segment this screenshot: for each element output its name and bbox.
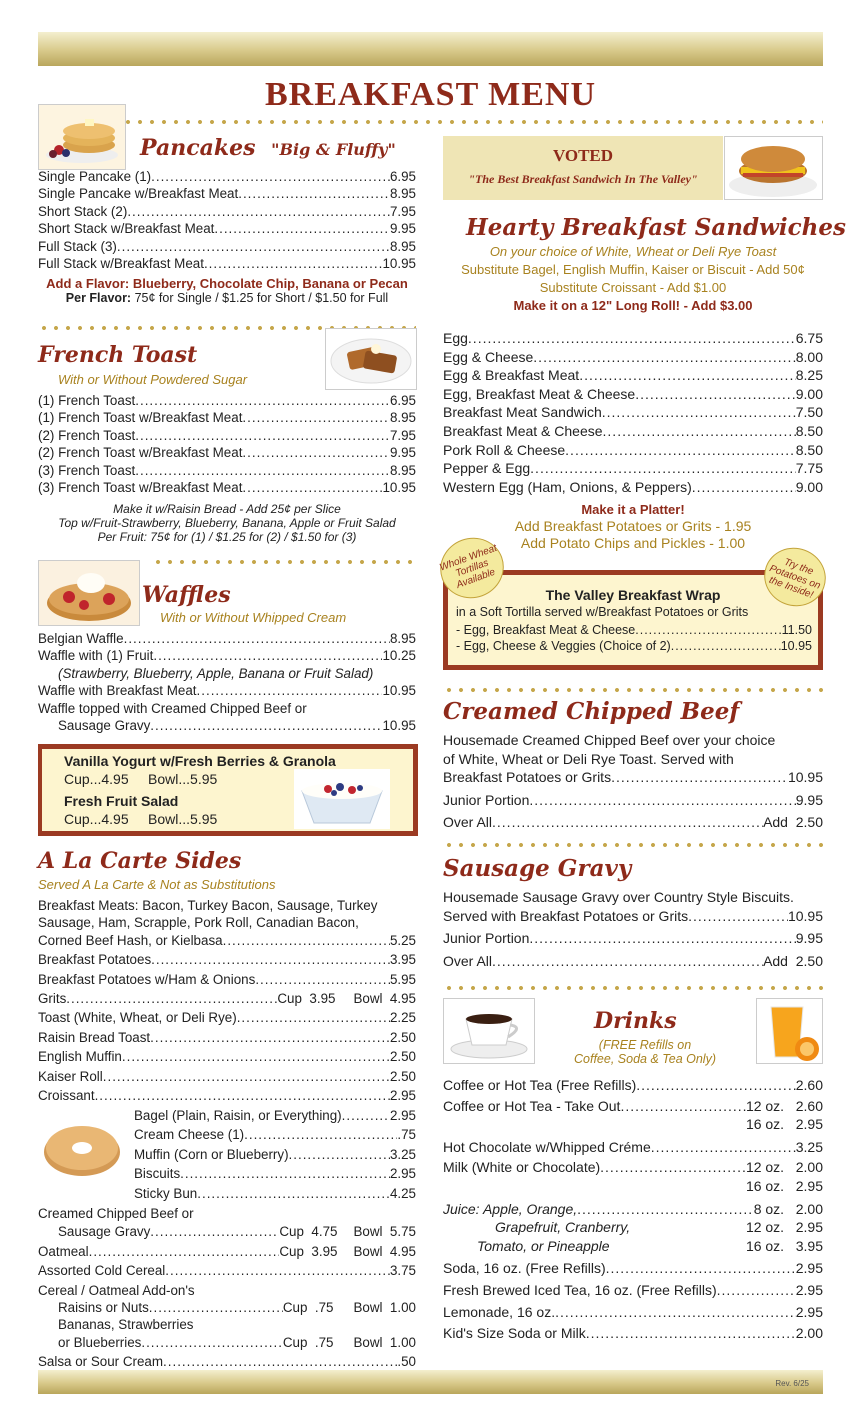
- fruit-salad-prices: Cup...4.95 Bowl...5.95: [64, 811, 218, 827]
- yogurt-title: Vanilla Yogurt w/Fresh Berries & Granola: [64, 753, 336, 769]
- menu-item: Cream Cheese (1) ..... .75: [134, 1126, 416, 1143]
- menu-item: Belgian Waffle ..... 8.95: [38, 630, 416, 647]
- menu-item: (3) French Toast ..... 8.95: [38, 462, 416, 479]
- menu-item: (2) French Toast ..... 7.95: [38, 427, 416, 444]
- menu-item: Breakfast Potatoes ..... 3.95: [38, 951, 416, 968]
- yogurt-box: [38, 744, 418, 836]
- menu-item-line: Waffle topped with Creamed Chipped Beef or: [38, 700, 307, 716]
- raisin-note: Make it w/Raisin Bread - Add 25¢ per Slice: [113, 502, 341, 517]
- wrap-list: [456, 622, 812, 654]
- menu-item: Egg & Cheese ..... 8.00: [443, 348, 823, 367]
- menu-item: Breakfast Potatoes w/Ham & Onions ..... 5.95: [38, 971, 416, 988]
- platter-note: [443, 502, 823, 551]
- waffles-subtitle: With or Without Whipped Cream: [160, 610, 347, 625]
- waffles-photo: [38, 560, 140, 626]
- creamed-beef-title: Creamed Chipped Beef: [443, 698, 740, 725]
- sandwich-photo: [724, 136, 823, 200]
- waffles-list: [38, 630, 416, 734]
- menu-item: - Egg, Cheese & Veggies (Choice of 2) ..... 10.95: [456, 638, 812, 654]
- pancakes-list: [38, 168, 416, 305]
- waffles-title: Waffles: [142, 582, 231, 608]
- menu-item: Egg ..... 6.75: [443, 329, 823, 348]
- menu-item: Lemonade, 16 oz. ..... 2.95: [443, 1303, 823, 1322]
- juice-photo: [756, 998, 823, 1064]
- tortilla-badge: Whole Wheat Tortillas Available: [432, 529, 513, 607]
- sides-subtitle: Served A La Carte & Not as Substitutions: [38, 877, 276, 892]
- menu-item: Egg, Breakfast Meat & Cheese ..... 9.00: [443, 385, 823, 404]
- divider: [152, 560, 416, 564]
- sides-title: A La Carte Sides: [38, 848, 242, 874]
- menu-item: Waffle with Breakfast Meat ..... 10.95: [38, 682, 416, 699]
- menu-item: Oatmeal ..... Cup 3.95 Bowl 4.95: [38, 1243, 416, 1260]
- menu-item: (1) French Toast w/Breakfast Meat ..... 8.95: [38, 409, 416, 426]
- voted-title: VOTED: [552, 146, 614, 165]
- menu-item: Kaiser Roll ..... 2.50: [38, 1068, 416, 1085]
- menu-item: Sausage Gravy ..... Cup 4.75 Bowl 5.75: [38, 1223, 416, 1240]
- menu-item: Croissant ..... 2.95: [38, 1087, 416, 1104]
- menu-item: - Egg, Breakfast Meat & Cheese ..... 11.50: [456, 622, 812, 638]
- menu-item: Fresh Brewed Iced Tea, 16 oz. (Free Refills) ..... 2.95: [443, 1281, 823, 1300]
- voted-quote: "The Best Breakfast Sandwich In The Valley": [468, 172, 698, 186]
- menu-item: Soda, 16 oz. (Free Refills) ..... 2.95: [443, 1259, 823, 1278]
- menu-item: Kid's Size Soda or Milk ..... 2.00: [443, 1324, 823, 1343]
- menu-item: Full Stack w/Breakfast Meat ..... 10.95: [38, 255, 416, 272]
- menu-item: Breakfast Meat & Cheese ..... 8.50: [443, 422, 823, 441]
- menu-item-line: Creamed Chipped Beef or: [38, 1206, 194, 1221]
- menu-item: Breakfast Potatoes or Grits ..... 10.95: [443, 768, 823, 787]
- menu-item: Served with Breakfast Potatoes or Grits ..... 10.95: [443, 907, 823, 926]
- menu-item: (3) French Toast w/Breakfast Meat ..... 10.95: [38, 479, 416, 496]
- bagel-photo: [38, 1116, 126, 1182]
- platter-option: Add Breakfast Potatoes or Grits - 1.95: [514, 518, 752, 534]
- wrap-desc: in a Soft Tortilla served w/Breakfast Potatoes or Grits: [456, 605, 749, 619]
- sides-list: [38, 897, 416, 1104]
- desc-line: Housemade Creamed Chipped Beef over your choice: [443, 732, 776, 748]
- divider: [38, 120, 823, 124]
- menu-item: (1) French Toast ..... 6.95: [38, 392, 416, 409]
- divider: [443, 843, 823, 847]
- menu-item: Breakfast Meat Sandwich ..... 7.50: [443, 403, 823, 422]
- wrap-title: The Valley Breakfast Wrap: [545, 587, 721, 603]
- yogurt-photo: [294, 769, 390, 829]
- menu-item: Over All ..... Add 2.50: [443, 952, 823, 971]
- french-toast-subtitle: With or Without Powdered Sugar: [58, 372, 248, 387]
- menu-item-size: 16 oz. 2.95: [745, 1116, 823, 1133]
- sandwiches-subtitle: On your choice of White, Wheat or Deli Rye Toast: [489, 244, 777, 259]
- divider: [443, 986, 823, 990]
- potatoes-badge: Try the Potatoes on the Inside!: [756, 539, 834, 615]
- menu-item: Western Egg (Ham, Onions, & Peppers) ..... 9.00: [443, 478, 823, 497]
- menu-item: Raisin Bread Toast ..... 2.50: [38, 1029, 416, 1046]
- menu-item: Tomato, or Pineapple 16 oz. 3.95: [477, 1237, 823, 1254]
- menu-item: Biscuits ..... 2.95: [134, 1165, 416, 1182]
- per-flavor-note: Per Flavor: 75¢ for Single / $1.25 for Short / $1.50 for Full: [65, 291, 389, 306]
- menu-item-line: Bananas, Strawberries: [58, 1317, 194, 1333]
- sandwiches-list: [443, 329, 823, 496]
- drinks-list: [443, 1076, 823, 1343]
- menu-item: Salsa or Sour Cream ..... .50: [38, 1353, 416, 1370]
- menu-item: Sausage Gravy ..... 10.95: [38, 717, 416, 734]
- menu-item: Full Stack (3) ..... 8.95: [38, 238, 416, 255]
- menu-item: Toast (White, Wheat, or Deli Rye) ..... 2.25: [38, 1009, 416, 1026]
- sandwiches-title: Hearty Breakfast Sandwiches: [466, 214, 846, 241]
- menu-item: Grits ..... Cup 3.95 Bowl 4.95: [38, 990, 416, 1007]
- creamed-beef-list: [443, 731, 823, 832]
- menu-item: Raisins or Nuts ..... Cup .75 Bowl 1.00: [38, 1299, 416, 1316]
- menu-item: Pork Roll & Cheese ..... 8.50: [443, 441, 823, 460]
- sausage-gravy-title: Sausage Gravy: [443, 855, 632, 882]
- menu-item: Over All ..... Add 2.50: [443, 813, 823, 832]
- yogurt-prices: Cup...4.95 Bowl...5.95: [64, 771, 218, 787]
- drinks-note: (FREE Refills on Coffee, Soda & Tea Only): [574, 1038, 716, 1066]
- platter-title: Make it a Platter!: [581, 502, 685, 517]
- voted-box: [443, 136, 723, 200]
- flavor-note: Add a Flavor: Blueberry, Chocolate Chip, Banana or Pecan: [46, 276, 408, 292]
- menu-item: Grapefruit, Cranberry, 12 oz. 2.95: [495, 1219, 823, 1236]
- sausage-gravy-list: [443, 888, 823, 970]
- per-fruit-note: Per Fruit: 75¢ for (1) / $1.25 for (2) / $1.50 for (3): [97, 530, 357, 545]
- sandwiches-notes: [443, 244, 823, 313]
- pancakes-title: Pancakes "Big & Fluffy": [140, 135, 396, 161]
- fruit-salad-title: Fresh Fruit Salad: [64, 793, 179, 809]
- desc-line: Housemade Sausage Gravy over Country Style Biscuits.: [443, 889, 794, 905]
- platter-option: Add Potato Chips and Pickles - 1.00: [520, 535, 746, 551]
- menu-item: Muffin (Corn or Blueberry) ..... 3.25: [134, 1146, 416, 1163]
- menu-item: or Blueberries ..... Cup .75 Bowl 1.00: [38, 1334, 416, 1351]
- meats-line: Sausage, Ham, Scrapple, Pork Roll, Canadian Bacon,: [38, 915, 359, 931]
- menu-item: Junior Portion ..... 9.95: [443, 929, 823, 948]
- menu-item: Milk (White or Chocolate) ..... 12 oz. 2.00: [443, 1158, 823, 1177]
- waffle-fruit-note: (Strawberry, Blueberry, Apple, Banana or Fruit Salad): [58, 665, 374, 681]
- menu-item: Assorted Cold Cereal ..... 3.75: [38, 1262, 416, 1279]
- menu-item: Juice: Apple, Orange, ..... 8 oz. 2.00: [443, 1200, 823, 1219]
- french-toast-list: [38, 392, 416, 544]
- sides-list-2: [38, 1205, 416, 1371]
- coffee-photo: [443, 998, 535, 1064]
- menu-item: English Muffin ..... 2.50: [38, 1048, 416, 1065]
- menu-title: BREAKFAST MENU: [264, 76, 597, 113]
- pancakes-tagline: "Big & Fluffy": [271, 140, 396, 159]
- menu-item: Pepper & Egg ..... 7.75: [443, 459, 823, 478]
- top-band: [38, 32, 823, 66]
- revision-label: Rev. 6/25: [775, 1379, 809, 1388]
- menu-item: Short Stack (2) ..... 7.95: [38, 203, 416, 220]
- drinks-title: Drinks: [594, 1008, 677, 1034]
- substitute-note: Substitute Bagel, English Muffin, Kaiser or Biscuit - Add 50¢: [461, 262, 805, 277]
- croissant-note: Substitute Croissant - Add $1.00: [539, 280, 727, 295]
- french-toast-photo: [325, 328, 417, 390]
- menu-item: Sticky Bun ..... 4.25: [134, 1185, 416, 1202]
- menu-item: Coffee or Hot Tea (Free Refills) ..... 2.60: [443, 1076, 823, 1095]
- long-roll-note: Make it on a 12" Long Roll! - Add $3.00: [513, 298, 753, 313]
- menu-item: Single Pancake w/Breakfast Meat ..... 8.95: [38, 185, 416, 202]
- menu-item: Bagel (Plain, Raisin, or Everything) ..... 2.95: [134, 1107, 416, 1124]
- fruit-note: Top w/Fruit-Strawberry, Blueberry, Banana, Apple or Fruit Salad: [58, 516, 396, 531]
- desc-line: of White, Wheat or Deli Rye Toast. Served with: [443, 750, 734, 767]
- menu-item: Egg & Breakfast Meat ..... 8.25: [443, 366, 823, 385]
- divider: [443, 688, 823, 692]
- bottom-band: [38, 1370, 823, 1394]
- pancakes-photo: [38, 104, 126, 170]
- menu-item-size: 16 oz. 2.95: [745, 1177, 823, 1194]
- meats-line: Breakfast Meats: Bacon, Turkey Bacon, Sausage, Turkey: [38, 898, 378, 913]
- menu-item: (2) French Toast w/Breakfast Meat ..... 9.95: [38, 444, 416, 461]
- menu-item: Coffee or Hot Tea - Take Out ..... 12 oz. 2.60: [443, 1097, 823, 1116]
- menu-item: Hot Chocolate w/Whipped Créme ..... 3.25: [443, 1138, 823, 1157]
- bagel-list: [134, 1107, 416, 1204]
- menu-item: Junior Portion ..... 9.95: [443, 791, 823, 810]
- menu-item: Waffle with (1) Fruit ..... 10.25: [38, 647, 416, 664]
- menu-item: Corned Beef Hash, or Kielbasa ..... 5.25: [38, 932, 416, 949]
- menu-item: Single Pancake (1) ..... 6.95: [38, 168, 416, 185]
- menu-item: Short Stack w/Breakfast Meat ..... 9.95: [38, 220, 416, 237]
- french-toast-title: French Toast: [38, 342, 198, 368]
- addons-title: Cereal / Oatmeal Add-on's: [38, 1282, 195, 1298]
